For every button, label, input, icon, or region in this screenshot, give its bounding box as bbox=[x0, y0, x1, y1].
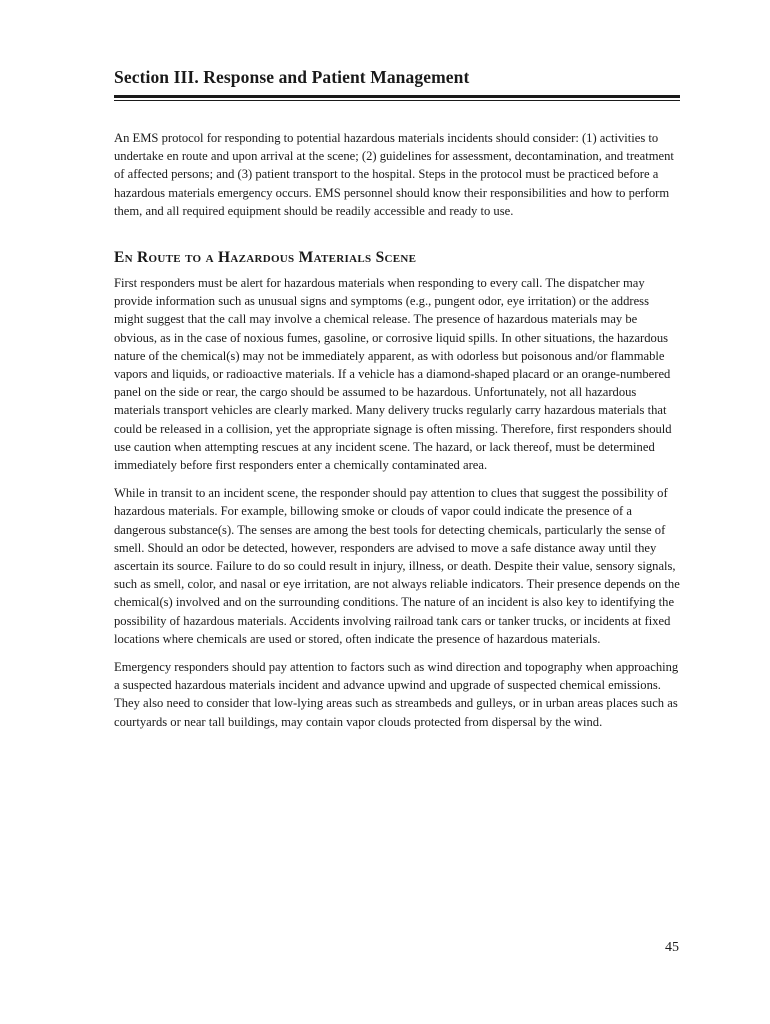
body-paragraph: First responders must be alert for hazardous materials when responding to every call. The dispatcher may provide information such as unusual signs and symptoms (e.g., pungent odor, eye irritation) or the address might suggest that the call may involve a chemical release. The presence of hazardous materials may be obvious, as in the case of noxious fumes, gasoline, or corrosive liquid spills. In other situations, the hazardous nature of the chemical(s) may not be immediately apparent, as with odorless but poisonous and/or flammable vapors and liquids, or radioactive materials. If a vehicle has a diamond-shaped placard or an orange-numbered panel on the side or rear, the cargo should be assumed to be hazardous. Unfortunately, not all hazardous materials transport vehicles are clearly marked. Many delivery trucks regularly carry hazardous materials that could be released in a collision, yet the appropriate signage is often missing. Therefore, first responders should use caution when attempting rescues at any incident scene. The hazard, or lack thereof, must be determined immediately before first responders enter a chemically contaminated area. bbox=[114, 276, 672, 473]
page-number: 45 bbox=[665, 940, 679, 955]
intro-paragraph: An EMS protocol for responding to potential hazardous materials incidents should consider: (1) activities to undertake en route and upon arrival at the scene; (2) guidelines for assessment, decontamination, and treatment of affected persons; and (3) patient transport to the hospital. Steps in the protocol must be practiced before a hazardous materials emergency occurs. EMS personnel should know their responsibilities and how to perform them, and all required equipment should be readily accessible and ready to use. bbox=[114, 131, 674, 218]
section-title: Section III. Response and Patient Management bbox=[114, 67, 470, 87]
subsection-heading: En Route to a Hazardous Materials Scene bbox=[114, 249, 417, 267]
document-page bbox=[114, 66, 680, 731]
header-rule-thick bbox=[114, 95, 680, 98]
body-paragraph: Emergency responders should pay attention to factors such as wind direction and topography when approaching a suspected hazardous materials incident and advance upwind and upgrade of suspected chemical emissions. They also need to consider that low-lying areas such as streambeds and gulleys, or in urban areas places such as courtyards or near tall buildings, may contain vapor clouds protected from dispersal by the wind. bbox=[114, 660, 679, 729]
body-paragraph: While in transit to an incident scene, the responder should pay attention to clues that suggest the possibility of hazardous materials. For example, billowing smoke or clouds of vapor could indicate the presence of a dangerous substance(s). The senses are among the best tools for detecting chemicals, particularly the sense of smell. Should an odor be detected, however, responders are advised to move a safe distance away until they ascertain its source. Failure to do so could result in injury, illness, or death. Despite their value, sensory signals, such as smell, color, and nasal or eye irritation, are not always reliable indicators. Their presence depends on the chemical(s) involved and on the surrounding conditions. The nature of an incident is also key to identifying the possibility of hazardous materials. Accidents involving railroad tank cars or tanker trucks, or incidents at fixed locations where chemicals are used or stored, often indicate the presence of hazardous materials. bbox=[114, 486, 680, 646]
header-rule-thin bbox=[114, 100, 680, 101]
